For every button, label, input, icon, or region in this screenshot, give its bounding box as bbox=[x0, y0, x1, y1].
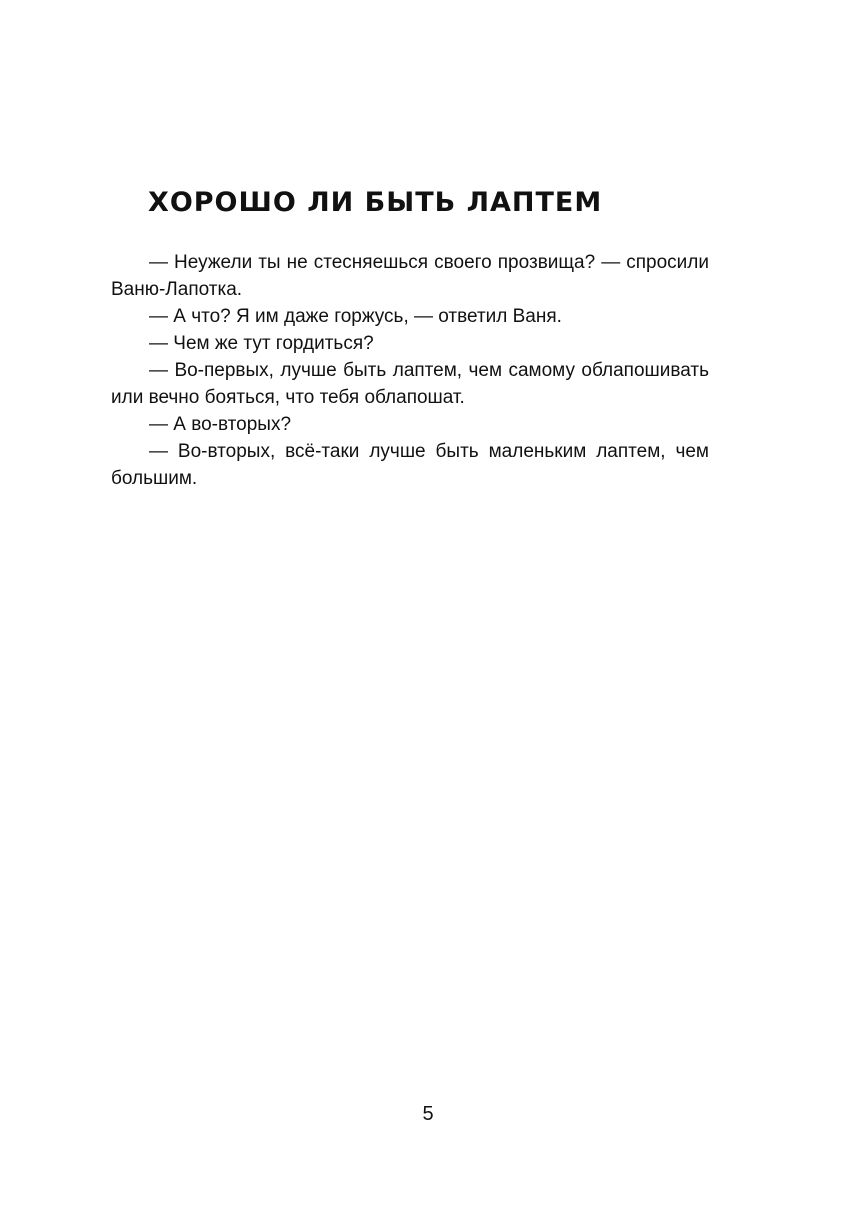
story-body bbox=[111, 249, 709, 492]
page-number: 5 bbox=[422, 1103, 434, 1125]
dialogue-paragraph: — А во-вторых? bbox=[149, 414, 292, 435]
dialogue-paragraph: — Неужели ты не стесняешься своего прозвища? — спросили Ваню-Лапотка. bbox=[111, 252, 709, 300]
dialogue-paragraph: — Чем же тут гордиться? bbox=[149, 333, 374, 354]
dialogue-paragraph: — А что? Я им даже горжусь, — ответил Ваня. bbox=[149, 306, 562, 327]
dialogue-paragraph: — Во-вторых, всё-таки лучше быть маленьким лаптем, чем большим. bbox=[111, 441, 709, 489]
page-title: ХОРОШО ЛИ БЫТЬ ЛАПТЕМ bbox=[148, 187, 603, 218]
dialogue-paragraph: — Во-первых, лучше быть лаптем, чем самому облапошивать или вечно бояться, что тебя облапошат. bbox=[111, 360, 709, 408]
